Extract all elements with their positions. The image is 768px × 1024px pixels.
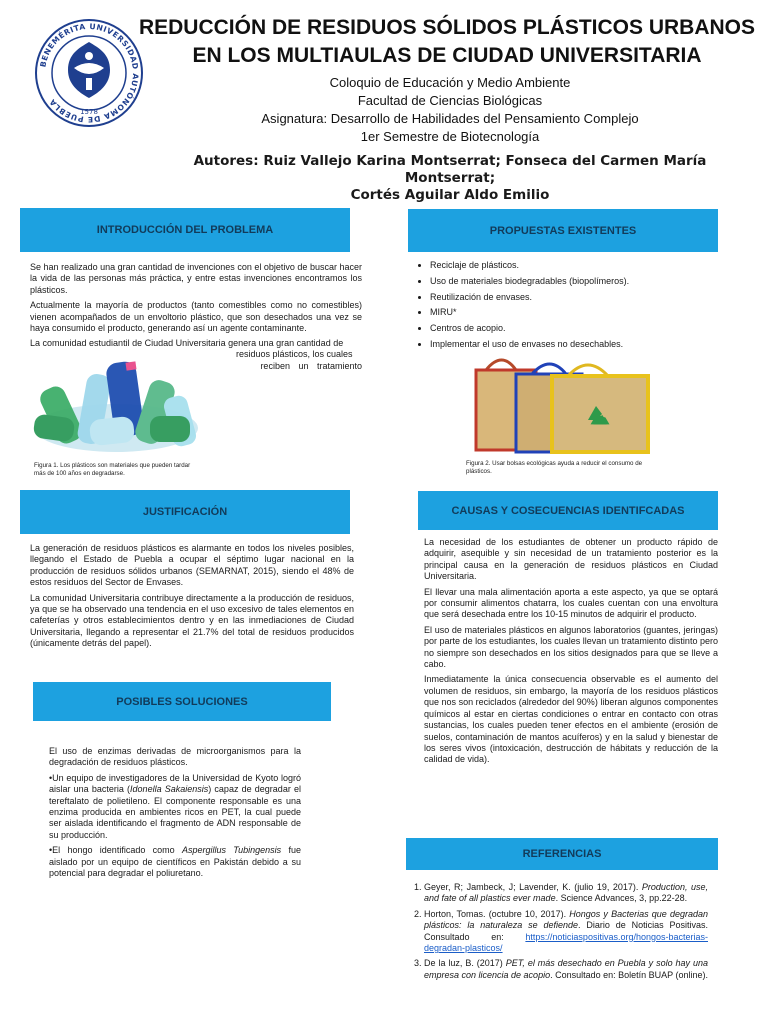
authors-line-1: Autores: Ruiz Vallejo Karina Montserrat; Fonseca del Carmen María Montserrat; bbox=[193, 153, 707, 186]
intro-paragraph-1: Se han realizado una gran cantidad de invenciones con el objetivo de buscar hacer la vida de las personas más práctica, y entre estas invenciones encontramos los plásticos. bbox=[30, 262, 362, 295]
intro-text bbox=[30, 262, 362, 350]
subtitle-coloquio: Coloquio de Educación y Medio Ambiente bbox=[329, 75, 571, 90]
justificacion-paragraph-1: La generación de residuos plásticos es alarmante en todos los niveles posibles, llegando el Estado de Puebla a ocupar el séptimo lugar nacional en la producción de residuos sólidos urbanos (SEMARNAT, 2015), siendo el 48% de estos residuos del Sector de Envases. bbox=[30, 543, 354, 588]
section-heading-propuestas: PROPUESTAS EXISTENTES bbox=[408, 209, 718, 252]
subtitle-semestre: 1er Semestre de Biotecnología bbox=[360, 129, 540, 144]
justificacion-text bbox=[30, 543, 354, 654]
causas-text bbox=[424, 537, 718, 770]
soluciones-text bbox=[49, 746, 301, 883]
intro-paragraph-3-continued-2: reciben un tratamiento bbox=[260, 361, 362, 371]
university-seal-logo bbox=[34, 18, 144, 128]
causas-paragraph-4: Inmediatamente la única consecuencia observable es el aumento del volumen de residuos, sin embargo, la mayoría de los residuos plásticos que nos son reciclados (alrededor del 90%) liberan algunos componentes químicos al estar en ciertas condiciones o entrar en contacto con otras sustancias, los cuales pueden tener efectos en el ambiente (erosión de suelos, contaminación de mantos acuíferos) y en la salud y bienestar de los seres vivos (intoxicación, destrucción de hábitats y reducción de la calidad de vida). bbox=[424, 674, 718, 765]
section-heading-referencias: REFERENCIAS bbox=[406, 838, 718, 870]
section-heading-soluciones: POSIBLES SOLUCIONES bbox=[33, 682, 331, 721]
authors-line-2: Cortés Aguilar Aldo Emilio bbox=[350, 187, 550, 203]
subtitle-facultad: Facultad de Ciencias Biológicas bbox=[357, 93, 543, 108]
justificacion-paragraph-2: La comunidad Universitaria contribuye directamente a la producción de residuos, ya que se ha observado una tendencia en el uso excesivo de tales elementos en cafeterías y otros establecimientos dentro y en las inmediaciones de Ciudad Universitaria, llegando a representar el 21.7% del total de residuos producidos (únicamente detrás del papel). bbox=[30, 592, 354, 649]
soluciones-paragraph-1: El uso de enzimas derivadas de microorganismos para la degradación de residuos plásticos. bbox=[49, 746, 301, 768]
propuestas-list-container bbox=[418, 260, 718, 355]
causas-paragraph-2: El llevar una mala alimentación aporta a este aspecto, ya que se optará por consumir alimentos chatarra, los cuales cuentan con una envoltura que será desechada entre los 10-15 minutos de adquirir el producto. bbox=[424, 586, 718, 620]
subtitle-asignatura: Asignatura: Desarrollo de Habilidades del Pensamiento Complejo bbox=[261, 111, 639, 126]
referencias-list bbox=[406, 882, 708, 981]
figure-2-caption: Figura 2. Usar bolsas ecológicas ayuda a reducir el consumo de plásticos. bbox=[466, 460, 643, 475]
intro-paragraph-2: Actualmente la mayoría de productos (tanto comestibles como no comestibles) vienen acompañados de un envoltorio plástico, que son desechados una vez se haya consumido el producto, generando así un agente contaminante. bbox=[30, 300, 362, 334]
propuesta-item: • Reciclaje de plásticos. bbox=[430, 260, 718, 271]
section-heading-introduccion: INTRODUCCIÓN DEL PROBLEMA bbox=[20, 208, 350, 252]
intro-paragraph-3: La comunidad estudiantil de Ciudad Universitaria genera una gran cantidad de bbox=[30, 338, 344, 349]
authors bbox=[170, 153, 730, 204]
reference-item: 1. Geyer, R; Jambeck, J; Lavender, K. (julio 19, 2017). Production, use, and fate of all plastics ever made. Science Advances, 3, pp.22-28. bbox=[424, 882, 708, 905]
reference-item: 2. Horton, Tomas. (octubre 10, 2017). Hongos y Bacterias que degradan plásticos: la naturaleza se defiende. Diario de Noticias Positivas. Consultado en: https://noticiaspositivas.org/hongos-bacterias-degradan-plasticos/ bbox=[424, 909, 708, 955]
eco-bags-image bbox=[472, 354, 656, 454]
propuesta-item: • Uso de materiales biodegradables (biopolímeros). bbox=[430, 276, 718, 287]
propuestas-list bbox=[418, 260, 718, 350]
propuesta-item: • Centros de acopio. bbox=[430, 323, 718, 334]
figure-1-caption: Figura 1. Los plásticos son materiales que pueden tardar más de 100 años en degradarse. bbox=[34, 462, 191, 477]
seal-text: BENEMÉRITA UNIVERSIDAD AUTÓNOMA DE PUEBLA bbox=[38, 21, 141, 125]
poster-title: REDUCCIÓN DE RESIDUOS SÓLIDOS PLÁSTICOS URBANOS EN LOS MULTIAULAS DE CIUDAD UNIVERSITARIA bbox=[138, 16, 756, 67]
soluciones-paragraph-2: •Un equipo de investigadores de la Universidad de Kyoto logró aislar una bacteria (Idonella Sakaiensis) capaz de degradar el tereftalato de polietileno. El componente responsable es una enzima producida en ambientes ricos en PET, la cual puede ser aislada identificando el fragmento de ADN responsable de su producción. bbox=[49, 772, 301, 840]
seal-year: 1578 bbox=[80, 108, 98, 116]
soluciones-paragraph-3: •El hongo identificado como Aspergillus Tubingensis fue aislado por un equipo de científicos en Pakistán debido a su potencial para degradar el poliuretano. bbox=[49, 845, 301, 879]
causas-paragraph-1: La necesidad de los estudiantes de obtener un producto rápido de adquirir, asequible y sin necesidad de un tratamiento posterior es la principal causa en la generación de residuos plásticos en Ciudad Universitaria. bbox=[424, 537, 718, 582]
section-heading-causas: CAUSAS Y COSECUENCIAS IDENTIFCADAS bbox=[418, 491, 718, 530]
plastic-bottles-image bbox=[30, 356, 202, 454]
reference-link[interactable]: https://noticiaspositivas.org/hongos-bacterias-degradan-plasticos/ bbox=[424, 931, 708, 954]
propuesta-item: • MIRU* bbox=[430, 307, 718, 318]
reference-item: 3. De la luz, B. (2017) PET, el más desechado en Puebla y solo hay una empresa con licencia de acopio. Consultado en: Boletín BUAP (online). bbox=[424, 958, 708, 981]
referencias-text bbox=[406, 882, 708, 985]
propuesta-item: • Implementar el uso de envases no desechables. bbox=[430, 339, 718, 350]
section-heading-justificacion: JUSTIFICACIÓN bbox=[20, 490, 350, 534]
causas-paragraph-3: El uso de materiales plásticos en algunos laboratorios (guantes, jeringas) por parte de los estudiantes, los cuales llevan un tratamiento distinto pero no siempre son desechados en los sitios designados para que se lleve a cabo. bbox=[424, 624, 718, 670]
propuesta-item: • Reutilización de envases. bbox=[430, 292, 718, 303]
intro-paragraph-3-continued: residuos plásticos, los cuales bbox=[236, 349, 353, 359]
